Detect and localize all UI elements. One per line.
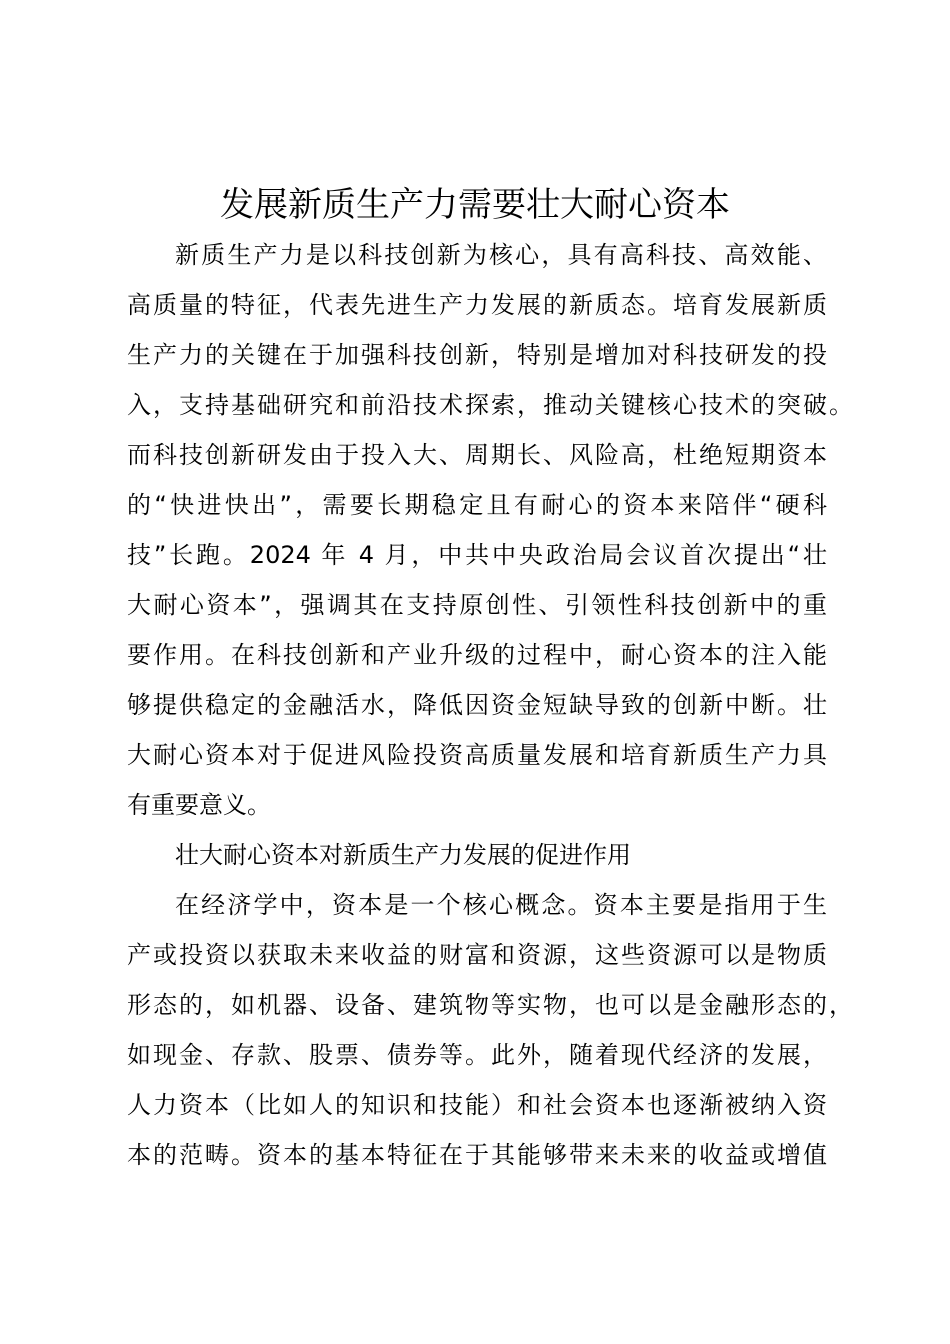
paragraph-2-line-4: 如现金、存款、股票、债券等。此外，随着现代经济的发展， [127, 1041, 827, 1069]
document-body [127, 230, 853, 1180]
paragraph-2-line-5: 人力资本（比如人的知识和技能）和社会资本也逐渐被纳入资 [127, 1091, 827, 1119]
paragraph-2-line-2: 产或投资以获取未来收益的财富和资源，这些资源可以是物质 [127, 941, 827, 969]
paragraph-1-line-1: 新质生产力是以科技创新为核心，具有高科技、高效能、 [175, 241, 827, 269]
paragraph-1-line-5: 而科技创新研发由于投入大、周期长、风险高，杜绝短期资本 [127, 441, 827, 469]
paragraph-1-line-10: 够提供稳定的金融活水，降低因资金短缺导致的创新中断。壮 [127, 691, 827, 719]
paragraph-2-line-6: 本的范畴。资本的基本特征在于其能够带来未来的收益或增值 [127, 1141, 827, 1169]
paragraph-1-line-7: 技”长跑。2024 年 4 月，中共中央政治局会议首次提出“壮 [127, 541, 827, 569]
paragraph-1-line-11: 大耐心资本对于促进风险投资高质量发展和培育新质生产力具 [127, 741, 827, 769]
paragraph-1-line-8: 大耐心资本”，强调其在支持原创性、引领性科技创新中的重 [127, 591, 827, 619]
paragraph-2-line-3: 形态的，如机器、设备、建筑物等实物，也可以是金融形态的， [127, 991, 853, 1019]
paragraph-1-line-4: 入，支持基础研究和前沿技术探索，推动关键核心技术的突破。 [127, 391, 853, 419]
document-title: 发展新质生产力需要壮大耐心资本 [220, 185, 730, 225]
paragraph-1-line-2: 高质量的特征，代表先进生产力发展的新质态。培育发展新质 [127, 291, 827, 319]
paragraph-1-line-6: 的“快进快出”，需要长期稳定且有耐心的资本来陪伴“硬科 [127, 491, 827, 519]
paragraph-1-line-12: 有重要意义。 [127, 791, 271, 819]
section-heading: 壮大耐心资本对新质生产力发展的促进作用 [175, 841, 631, 869]
paragraph-1-line-3: 生产力的关键在于加强科技创新，特别是增加对科技研发的投 [127, 341, 827, 369]
paragraph-1-line-9: 要作用。在科技创新和产业升级的过程中，耐心资本的注入能 [127, 641, 827, 669]
paragraph-2-line-1: 在经济学中，资本是一个核心概念。资本主要是指用于生 [175, 891, 827, 919]
